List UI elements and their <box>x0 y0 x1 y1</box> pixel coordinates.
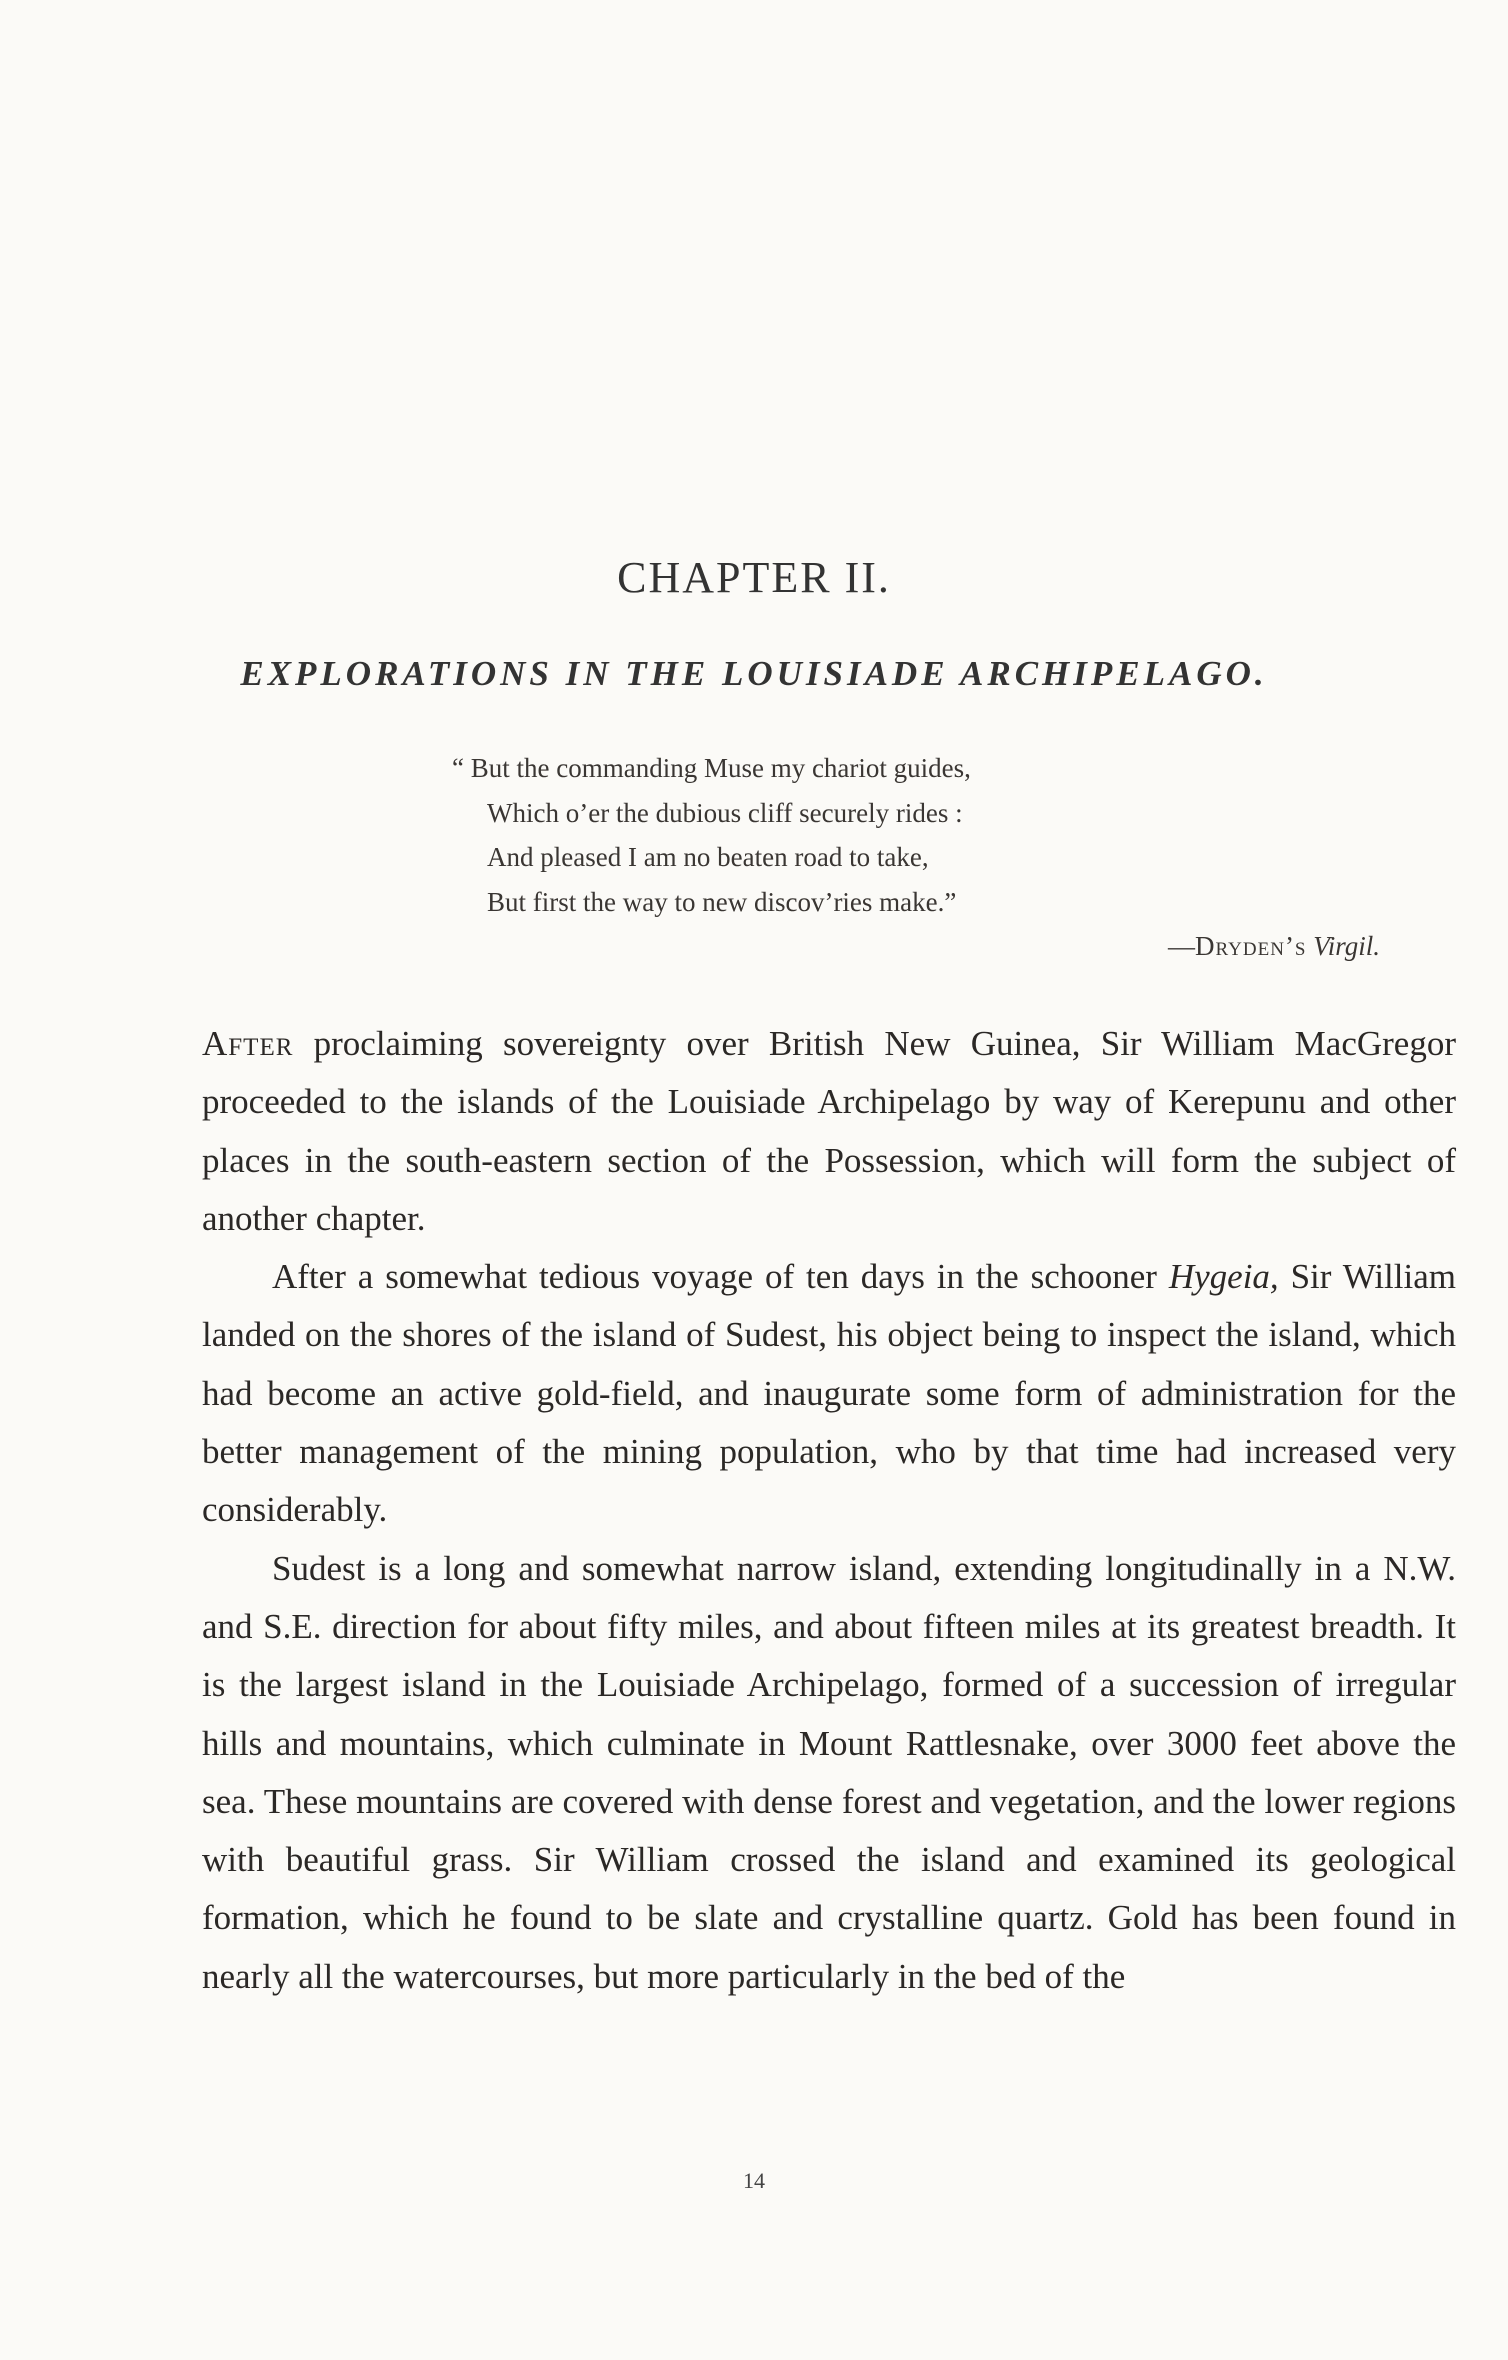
paragraph <box>202 1248 1456 1539</box>
epigraph-line: But first the way to new discov’ries make.” <box>487 886 957 917</box>
epigraph-attribution <box>452 924 1392 969</box>
epigraph <box>452 746 1392 969</box>
attribution-author: Dryden’s <box>1195 931 1307 961</box>
paragraph <box>202 1015 1456 1248</box>
page-number: 14 <box>743 2168 765 2193</box>
attribution-dash: — <box>1168 931 1196 961</box>
chapter-title: CHAPTER II. <box>617 553 891 602</box>
paragraph-text: Sir William landed on the shores of the island of Sudest, his object being to inspect the island, which had become an active gold-field, and inaugurate some form of administration for the better management of the mining population, who by that time had increased very considerably. <box>202 1257 1456 1530</box>
epigraph-line: “ But the commanding Muse my chariot guides, <box>452 753 971 783</box>
paragraph-text: After a somewhat tedious voyage of ten days in the schooner <box>272 1257 1169 1297</box>
ship-name: Hygeia, <box>1168 1257 1279 1297</box>
epigraph-line: And pleased I am no beaten road to take, <box>487 842 929 872</box>
paragraph-text: proclaiming sovereignty over British New Guinea, Sir William MacGregor proceeded to the islands of the Louisiade Archipelago by way of Kerepunu and other places in the south-eastern section of the Possession, which will form the subject of another chapter. <box>202 1024 1456 1238</box>
paragraph-text: Sudest is a long and somewhat narrow island, extending longitudinally in a N.W. and S.E. direction for about fifty miles, and about fifteen miles at its greatest breadth. It is the largest island in the Louisiade Archipelago, formed of a succession of irregular hills and mountains, which culminate in Mount Rattlesnake, over 3000 feet above the sea. These mountains are covered with dense forest and vegetation, and the lower regions with beautiful grass. Sir William crossed the island and examined its geological formation, which he found to be slate and crystalline quartz. Gold has been found in nearly all the watercourses, but more particularly in the bed of the <box>202 1548 1456 1996</box>
paragraph-lead-word: After <box>202 1024 294 1063</box>
attribution-work: Virgil. <box>1313 931 1380 961</box>
epigraph-line: Which o’er the dubious cliff securely rides : <box>487 797 963 828</box>
chapter-subtitle: EXPLORATIONS IN THE LOUISIADE ARCHIPELAGO. <box>240 654 1268 693</box>
body-text <box>202 1015 1456 2006</box>
paragraph <box>202 1540 1456 2006</box>
